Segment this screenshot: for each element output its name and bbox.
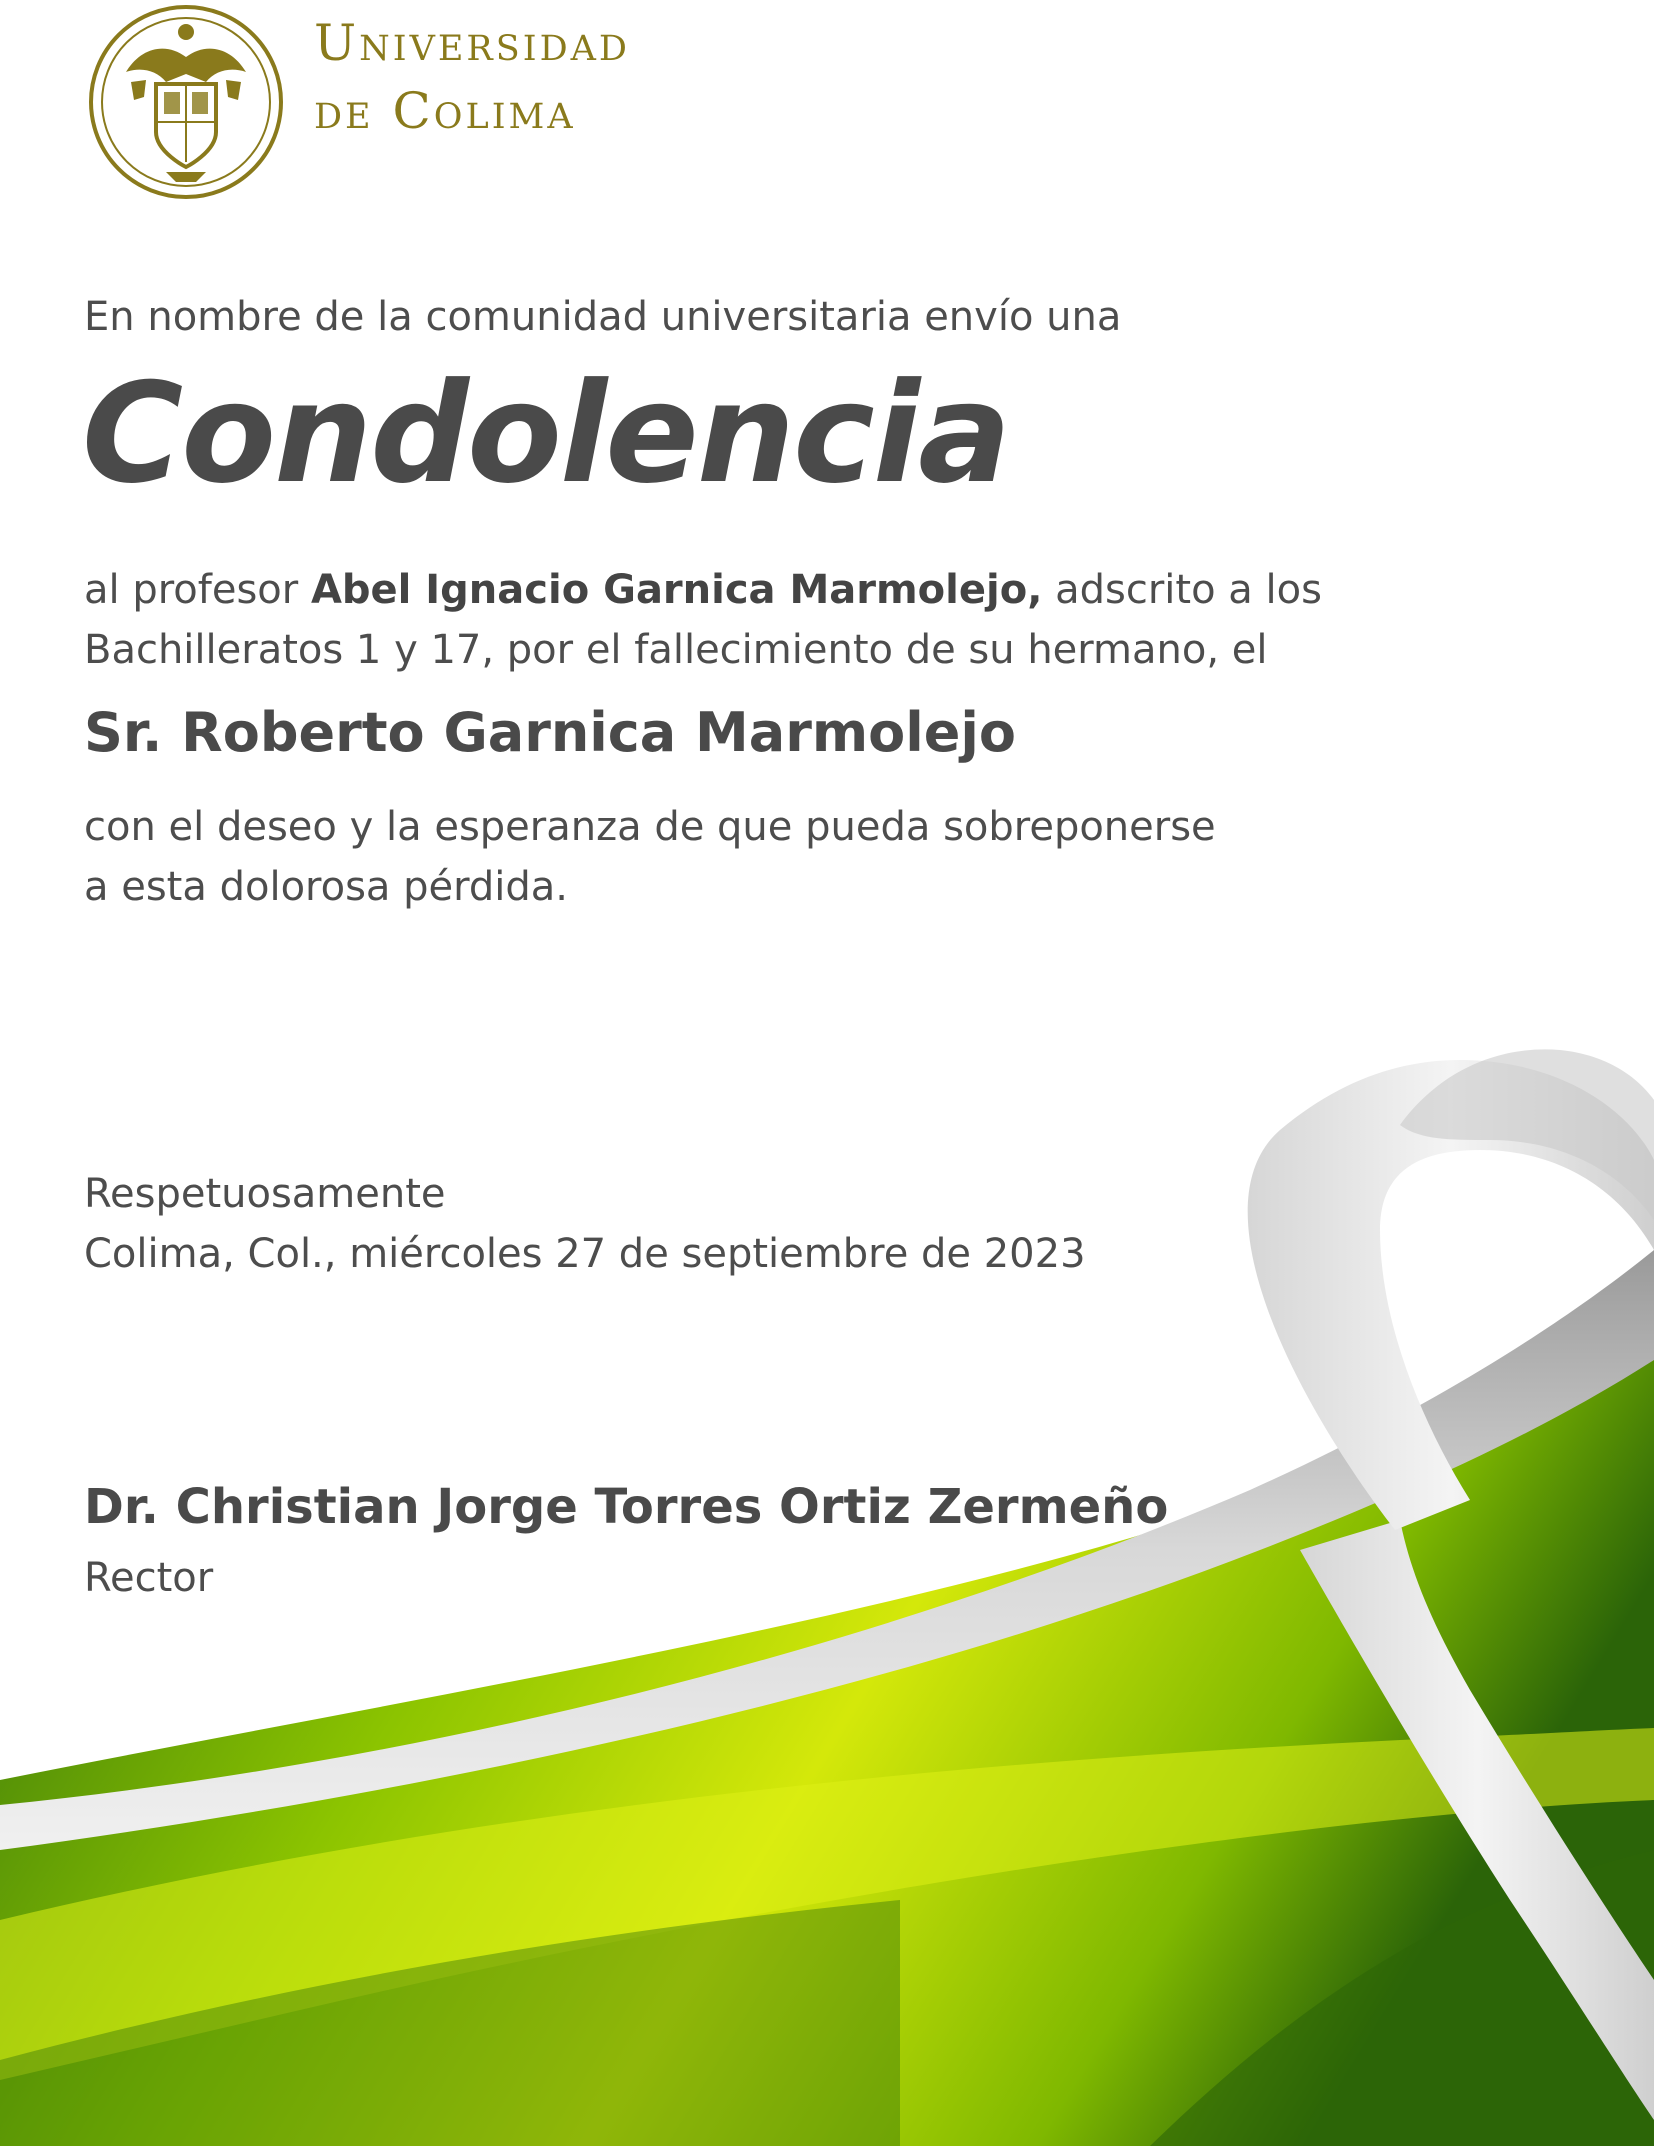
paragraph-recipient bbox=[84, 560, 1322, 680]
intro-text: En nombre de la comunidad universitaria envío una bbox=[84, 294, 1122, 340]
recipient-prefix: al profesor bbox=[84, 567, 311, 613]
university-name bbox=[314, 14, 630, 154]
paragraph-wishes bbox=[84, 797, 1216, 917]
recipient-line2: Bachilleratos 1 y 17, por el fallecimiento de su hermano, el bbox=[84, 627, 1268, 673]
signer-title: Rector bbox=[84, 1555, 214, 1601]
closing-place-date: Colima, Col., miércoles 27 de septiembre de 2023 bbox=[84, 1231, 1086, 1277]
university-seal-icon bbox=[86, 2, 286, 202]
deceased-name: Sr. Roberto Garnica Marmolejo bbox=[84, 701, 1016, 764]
closing-respetuosamente: Respetuosamente bbox=[84, 1171, 446, 1217]
wishes-line2: a esta dolorosa pérdida. bbox=[84, 864, 569, 910]
recipient-name: Abel Ignacio Garnica Marmolejo, bbox=[310, 567, 1043, 613]
closing-block bbox=[84, 1164, 1086, 1284]
recipient-suffix: adscrito a los bbox=[1042, 567, 1322, 613]
university-name-line1: Universidad bbox=[314, 14, 630, 72]
headline-condolencia: Condolencia bbox=[82, 353, 1010, 514]
wishes-line1: con el deseo y la esperanza de que pueda sobreponerse bbox=[84, 804, 1216, 850]
university-name-line2: de Colima bbox=[314, 82, 576, 140]
signer-name: Dr. Christian Jorge Torres Ortiz Zermeño bbox=[84, 1479, 1169, 1535]
